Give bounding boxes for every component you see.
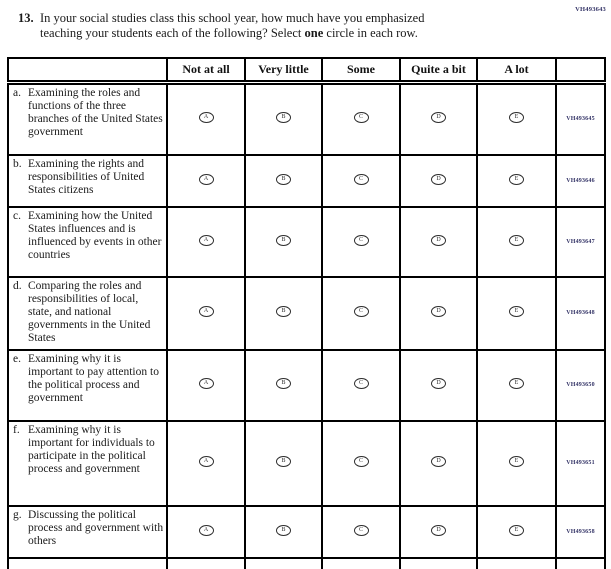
option-circle-some[interactable]: C	[354, 235, 369, 246]
row-text: Examining why it is important to pay attention to the political process and government	[28, 352, 159, 404]
table-row-a	[8, 83, 605, 155]
row-letter: a.	[13, 87, 21, 99]
option-circle-quite-a-bit[interactable]: D	[431, 456, 446, 467]
option-circle-not-at-all[interactable]: A	[199, 112, 214, 123]
question-line2-bold: one	[304, 26, 324, 40]
option-circle-not-at-all[interactable]: A	[199, 378, 214, 389]
option-circle-some[interactable]: C	[354, 378, 369, 389]
row-code: VH493651	[556, 421, 605, 506]
row-letter: c.	[13, 209, 21, 222]
option-circle-a-lot[interactable]: E	[509, 235, 524, 246]
table-row-d	[8, 277, 605, 350]
option-circle-quite-a-bit[interactable]: D	[431, 174, 446, 185]
option-circle-not-at-all[interactable]: A	[199, 525, 214, 536]
row-letter: b.	[13, 157, 22, 170]
option-circle-quite-a-bit[interactable]: D	[431, 378, 446, 389]
row-code: VH493648	[556, 277, 605, 350]
table-row-e	[8, 350, 605, 421]
option-circle-very-little[interactable]: B	[276, 112, 291, 123]
table-row-g	[8, 506, 605, 558]
row-code: VH493650	[556, 350, 605, 421]
row-text: Examining why it is important for individuals to participate in the political process and government	[28, 423, 155, 475]
table-row-b	[8, 155, 605, 207]
option-circle-quite-a-bit[interactable]: D	[431, 525, 446, 536]
option-circle-some[interactable]: C	[354, 306, 369, 317]
row-text: Discussing the political process and government with others	[28, 508, 164, 547]
row-text: Examining the roles and functions of the three branches of the United States government	[28, 87, 163, 138]
option-circle-a-lot[interactable]: E	[509, 456, 524, 467]
question	[18, 11, 578, 41]
option-circle-very-little[interactable]: B	[276, 525, 291, 536]
question-line2-post: circle in each row.	[323, 26, 418, 40]
row-text: Examining how the United States influences and is influenced by events in other countries	[28, 209, 162, 261]
question-line1: In your social studies class this school year, how much have you emphasized	[40, 11, 425, 25]
option-circle-a-lot[interactable]: E	[509, 174, 524, 185]
row-code: VH493647	[556, 207, 605, 277]
row-letter: d.	[13, 279, 22, 292]
row-code: VH493646	[556, 155, 605, 207]
option-circle-quite-a-bit[interactable]: D	[431, 306, 446, 317]
row-letter: g.	[13, 508, 22, 521]
column-header-a-lot: A lot	[477, 58, 556, 83]
option-circle-a-lot[interactable]: E	[509, 525, 524, 536]
option-circle-very-little[interactable]: B	[276, 174, 291, 185]
option-circle-very-little[interactable]: B	[276, 306, 291, 317]
row-letter: e.	[13, 352, 21, 365]
option-circle-some[interactable]: C	[354, 456, 369, 467]
row-text: Comparing the roles and responsibilities of local, state, and national governments in the United States	[28, 279, 151, 344]
table-header-row	[8, 58, 605, 83]
option-circle-not-at-all[interactable]: A	[199, 306, 214, 317]
option-circle-some[interactable]: C	[354, 525, 369, 536]
row-code: VH493645	[556, 83, 605, 155]
option-circle-very-little[interactable]: B	[276, 235, 291, 246]
option-circle-a-lot[interactable]: E	[509, 378, 524, 389]
question-text	[40, 11, 424, 41]
survey-table	[7, 57, 606, 569]
column-header-quite-a-bit: Quite a bit	[400, 58, 477, 83]
option-circle-not-at-all[interactable]: A	[199, 235, 214, 246]
table-row-c	[8, 207, 605, 277]
option-circle-quite-a-bit[interactable]: D	[431, 235, 446, 246]
question-number: 13.	[18, 11, 34, 25]
cutoff-next-row	[8, 558, 605, 569]
option-circle-very-little[interactable]: B	[276, 378, 291, 389]
option-circle-not-at-all[interactable]: A	[199, 456, 214, 467]
column-header-some: Some	[322, 58, 400, 83]
option-circle-not-at-all[interactable]: A	[199, 174, 214, 185]
code-header-cell	[556, 58, 605, 83]
question-line2-pre: teaching your students each of the following? Select	[40, 26, 305, 40]
item-header-cell	[8, 58, 167, 83]
option-circle-a-lot[interactable]: E	[509, 306, 524, 317]
column-header-not-at-all: Not at all	[167, 58, 245, 83]
option-circle-a-lot[interactable]: E	[509, 112, 524, 123]
table-row-f	[8, 421, 605, 506]
row-code: VH493658	[556, 506, 605, 558]
option-circle-quite-a-bit[interactable]: D	[431, 112, 446, 123]
column-header-very-little: Very little	[245, 58, 322, 83]
row-text: Examining the rights and responsibilities of United States citizens	[28, 157, 145, 196]
option-circle-some[interactable]: C	[354, 112, 369, 123]
row-letter: f.	[13, 423, 20, 436]
option-circle-some[interactable]: C	[354, 174, 369, 185]
option-circle-very-little[interactable]: B	[276, 456, 291, 467]
form-code: VH493643	[575, 6, 606, 13]
